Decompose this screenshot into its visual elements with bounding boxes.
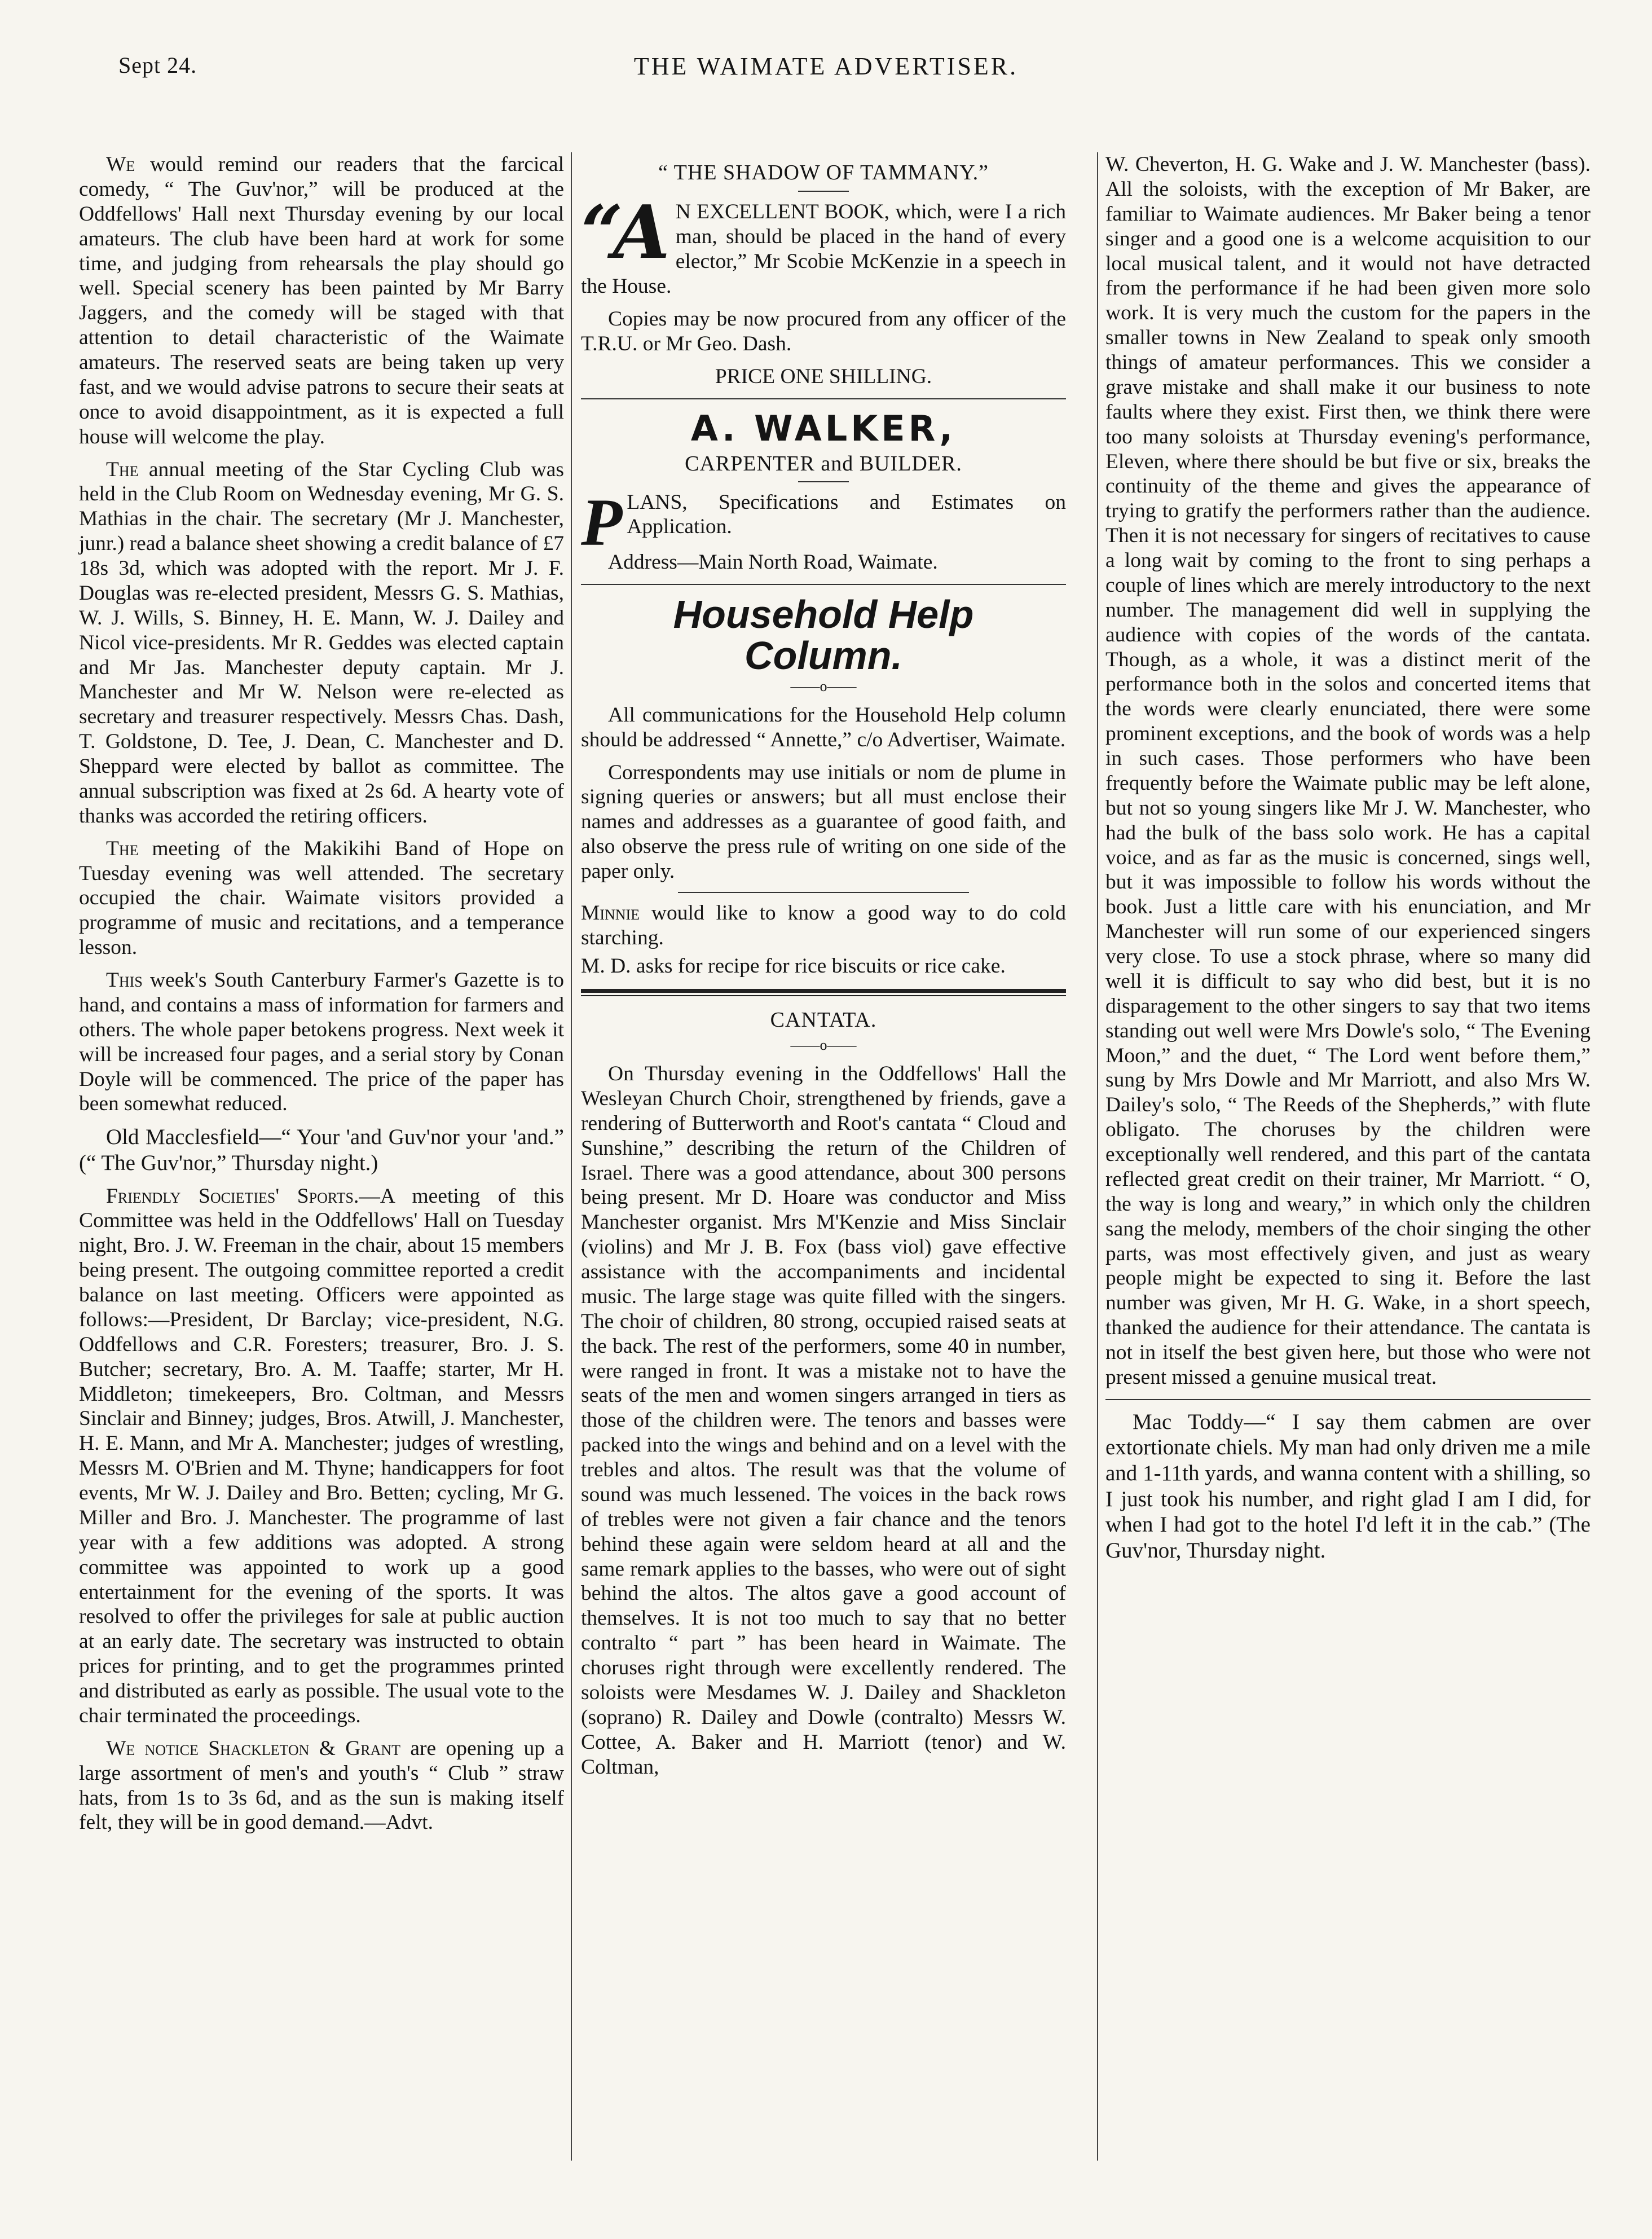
paragraph-lead: This (106, 969, 143, 992)
column-right (1105, 152, 1591, 1572)
walker-ad-trade: CARPENTER and BUILDER. (685, 452, 962, 476)
paragraph-body: annual meeting of the Star Cycling Club was held in the Club Room on Wednesday evening, Mr G. S. Mathias in the chair. The secretary (Mr J. Manchester, junr.) read a balance sheet showing a credit balance of £7 18s 3d, which was adopted with the report. Mr J. F. Douglas was re-elected president, Messrs G. S. Mathias, W. J. Wills, S. Binney, H. E. Mann, W. J. Dailey and Nicol vice-presidents. Mr R. Geddes was elected captain and Mr Jas. Manchester deputy captain. Mr J. Manchester and Mr W. Nelson were re-elected as secretary and treasurer respectively. Messrs Chas. Dash, T. Goldstone, D. Tee, J. Dean, C. Manchester and D. Sheppard were elected by ballot as committee. The annual subscription was fixed at 2s 6d. A hearty vote of thanks was accorded the retiring officers. (79, 458, 565, 828)
paragraph-old-macclesfield: Old Macclesfield—“ Your 'and Guv'nor your 'and.” (“ The Guv'nor,” Thursday night.) (79, 1125, 564, 1175)
paragraph-friendly-societies (79, 1184, 564, 1728)
paragraph-shackleton-grant (79, 1736, 564, 1836)
paragraph-cycling-club (79, 458, 564, 829)
paragraph-body: LANS, Specifications and Estimates on Application. (627, 490, 1066, 539)
divider (581, 584, 1066, 585)
ornament-divider: ——o—— (790, 678, 857, 694)
tammany-ad-text (581, 189, 1066, 299)
divider (678, 892, 969, 893)
paragraph-lead: Friendly Societies' Sports. (106, 1184, 359, 1208)
headline-line: Column. (744, 634, 902, 678)
tammany-copies: Copies may be now procured from any officer of the T.R.U. or Mr Geo. Dash. (581, 307, 1066, 355)
advertiser-name: notice Shackleton & Grant (144, 1736, 401, 1760)
divider (581, 995, 1066, 996)
paragraph-lead: The (106, 458, 139, 481)
ornament-letter: o (820, 678, 827, 694)
walker-ad-address: Address—Main North Road, Waimate. (608, 550, 938, 574)
divider (1105, 1399, 1591, 1400)
cantata-headline: CANTATA. (770, 1008, 877, 1032)
column-left (79, 152, 564, 1843)
ornament-divider: ——o—— (790, 1037, 857, 1054)
cantata-review-part2: W. Cheverton, H. G. Wake and J. W. Manchester (bass). All the soloists, with the exception of Mr Baker, are familiar to Waimate audiences. Mr Baker being a tenor singer and a good one is a welcome acquisition to our local musical talent, and it would not have detracted from the performance if he had been given more solo work. It is very much the custom for the papers in the smaller towns in New Zealand to speak only smooth things of amateur performances. This we consider a grave mistake and shall make it our business to note faults where they exist. First then, we think there were too many soloists at Thursday evening's performance, Eleven, where there should be but five or six, breaks the continuity of the theme and gives the appearance of trying to gratify the performers rather than the audience. Then it is not necessary for singers of recitatives to cause a long wait by coming to the front to sing perhaps a couple of lines which are merely introductory to the next number. The management did well in supplying the audience with copies of the words of the cantata. Though, as a whole, it was a distinct merit of the performance both in the solos and concerted items that the words were clearly enunciated, there were some prominent exceptions, and the book of words was a help in such cases. Those performers who have been frequently before the Waimate public may be left alone, but not so young singers like Mr J. W. Manchester, who had the bulk of the bass solo work. He has a capital voice, and as far as the music is concerned, sings well, but it was impossible to follow his words without the book. Just a little care with his enunciation, and Mr Manchester will run some of our experienced singers very close. To use a stock phrase, where so many did well it is difficult to say who did best, but it is no disparagement to the other singers to say that two items standing out well were Mrs Dowle's solo, “ The Evening Moon,” and the duet, “ The Lord went before them,” sung by Mrs Dowle and Mr Marriott, and also Mrs W. Dailey's solo, “ The Reeds of the Shepherds,” with flute obligato. The choruses by the children were exceptionally well rendered, and this part of the cantata reflected great credit on their trainer, Mr Marriott. “ O, the way is long and weary,” in which only the children sang the melody, members of the choir singing the other parts, was most effectively given, and just as weary people might be expected to sing it. Before the last number was given, Mr H. G. Wake, in a short speech, thanked the audience for their attendance. The cantata is not in itself the best given here, but those who were not present missed a genuine musical treat. (1105, 153, 1591, 1389)
paragraph-body: —A meeting of this Committee was held in the Oddfellows' Hall on Tuesday night, Bro. J. W. Freeman in the chair, about 15 members being present. The outgoing committee reported a credit balance on last meeting. Officers were appointed as follows:—President, Dr Barclay; vice-president, N.G. Oddfellows and C.R. Foresters; treasurer, Bro. J. S. Butcher; secretary, Bro. A. M. Taaffe; starter, Mr H. Middleton; timekeepers, Bro. Coltman, and Messrs Sinclair and Binney; judges, Bros. Atwill, J. Manchester, H. E. Mann, and Mr A. Manchester; judges of wrestling, Messrs M. O'Brien and M. Thyne; handicappers for foot events, Mr W. J. Dailey and Bro. Betten; cycling, Mr G. Miller and Bro. J. Manchester. The programme of last year with a few additions was adopted. A strong committee was appointed to work up a good entertainment for the evening of the sports. It was resolved to offer the privileges for sale at public auction at an early date. The secretary was instructed to obtain prices for printing, and to get the programmes printed and distributed as early as possible. The usual vote to the chair terminated the proceedings. (79, 1184, 564, 1727)
paragraph-lead: Minnie (581, 901, 640, 925)
household-help-headline (581, 594, 1066, 677)
paragraph-lead: We (106, 153, 135, 176)
paragraph-body: would remind our readers that the farcical comedy, “ The Guv'nor,” will be produced at the Oddfellows' Hall next Thursday evening by our local amateurs. The club have been hard at work for some time, and judging from rehearsals the play should go well. Special scenery has been painted by Mr Barry Jaggers, and the comedy will be staged with that attention to detail characteristic of the Waimate amateurs. The reserved seats are being taken up very fast, and we would advise patrons to secure their seats at once to avoid disappointment, as it is expected a full house will welcome the play. (79, 153, 564, 448)
divider-thick (581, 989, 1066, 993)
walker-ad-name: A. WALKER, (690, 407, 957, 449)
column-middle (581, 152, 1066, 1787)
tammany-headline: “ THE SHADOW OF TAMMANY.” (658, 161, 989, 184)
paragraph-band-of-hope (79, 837, 564, 960)
drop-cap: P (581, 484, 623, 560)
drop-cap: “A (581, 189, 670, 276)
column-rule-right (1097, 152, 1098, 2161)
divider (798, 191, 849, 192)
paragraph-body: meeting of the Makikihi Band of Hope on Tuesday evening was well attended. The secretary occupied the chair. Waimate visitors provided a programme of music and recitations, and a temperance lesson. (79, 837, 564, 960)
paragraph-guvnor-comedy (79, 152, 564, 450)
masthead (118, 52, 1534, 91)
headline-line: Household Help (673, 592, 974, 636)
newspaper-title: THE WAIMATE ADVERTISER. (633, 52, 1019, 80)
paragraph-lead: The (106, 837, 139, 860)
paragraph-body: week's South Canterbury Farmer's Gazette is to hand, and contains a mass of information for farmers and others. The whole paper betokens progress. Next week it will be increased four pages, and a serial story by Conan Doyle will be commenced. The price of the paper has been somewhat reduced. (79, 969, 564, 1116)
paragraph-body: are opening up a large assortment of men's and youth's “ Club ” straw hats, from 1s to 3s 6d, and as the sun is making itself felt, they will be in good demand.—Advt. (79, 1736, 564, 1835)
paragraph-body: would like to know a good way to do cold starching. (581, 901, 1066, 949)
ornament-letter: o (820, 1037, 827, 1054)
issue-date: Sept 24. (118, 52, 197, 78)
household-help-rules: Correspondents may use initials or nom de plume in signing queries or answers; but all must enclose their names and addresses as a guarantee of good faith, and also observe the press rule of writing on one side of the paper only. (581, 760, 1066, 883)
query-md: M. D. asks for recipe for rice biscuits or rice cake. (581, 954, 1006, 978)
household-help-intro: All communications for the Household Help column should be addressed “ Annette,” c/o Advertiser, Waimate. (581, 703, 1066, 751)
divider (798, 481, 849, 482)
paragraph-lead: We (106, 1736, 135, 1760)
paragraph-body: N EXCELLENT BOOK, which, were I a rich man, should be placed in the hand of every elector,” Mr Scobie McKenzie in a speech in the House. (581, 200, 1066, 298)
cantata-review-part1: On Thursday evening in the Oddfellows' Hall the Wesleyan Church Choir, strengthened by friends, gave a rendering of Butterworth and Root's cantata “ Cloud and Sunshine,” describing the return of the Children of Israel. There was a good attendance, about 300 persons being present. Mr D. Hoare was conductor and Miss Manchester organist. Mrs M'Kenzie and Miss Sinclair (violins) and Mr J. B. Fox (bass viol) gave effective assistance with the accompaniments and incidental music. The large stage was quite filled with the singers. The choir of children, 80 strong, occupied raised seats at the back. The rest of the performers, some 40 in number, were ranged in front. It was a mistake not to have the seats of the men and women singers arranged in tiers as those of the children were. The tenors and basses were packed into the wings and behind and on a level with the trebles and altos. The result was that the volume of sound was much lessened. The voices in the back rows of trebles were not given a fair chance and the tenors behind these again were seldom heard at all and the same remark applies to the basses, who were out of sight behind the altos. The altos gave a good account of themselves. It is not too much to say that no better contralto “ part ” has been heard in Waimate. The choruses right through were excellently rendered. The soloists were Mesdames W. J. Dailey and Shackleton (soprano) R. Dailey and Dowle (contralto) Messrs W. Cottee, A. Baker and H. Marriott (tenor) and W. Coltman, (581, 1062, 1066, 1779)
walker-ad-text (581, 484, 1066, 560)
column-rule-left (571, 152, 572, 2161)
query-minnie (581, 901, 1066, 951)
tammany-price: PRICE ONE SHILLING. (715, 364, 932, 388)
divider (581, 398, 1066, 399)
paragraph-farmers-gazette (79, 968, 564, 1116)
paragraph-mac-toddy: Mac Toddy—“ I say them cabmen are over extortionate chiels. My man had only driven me a mile and 1-11th yards, and wanna content with a shilling, so I just took his number, and right glad I am I did, for when I had got to the hotel I'd left it in the cab.” (The Guv'nor, Thursday night. (1105, 1409, 1591, 1563)
